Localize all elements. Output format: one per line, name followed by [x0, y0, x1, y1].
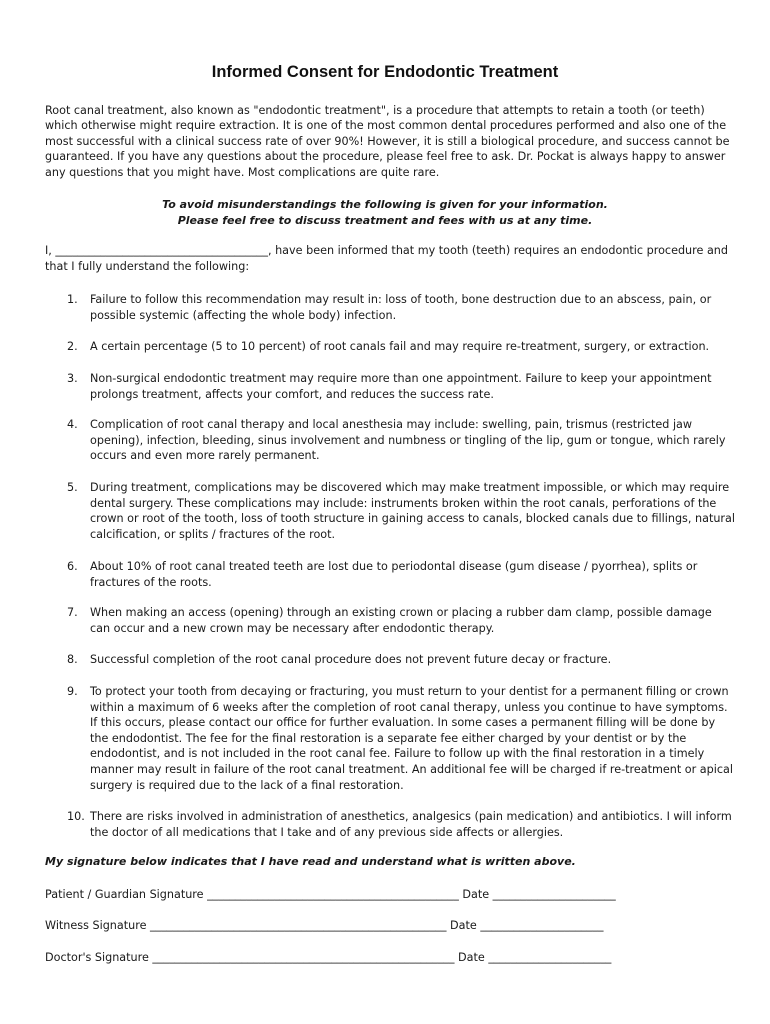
witness-signature-line[interactable]: Witness Signature _____________________________________________________ Date ______________________: [45, 919, 604, 932]
list-item-number: 9.: [67, 685, 78, 698]
list-item-text: Complication of root canal therapy and local anesthesia may include: swelling, pain, trismus (restricted jaw opening), infection, bleeding, sinus involvement and numbness or tingling of the lip, gum or tongue, which rarely occurs and even more rarely permanent.: [90, 418, 726, 463]
list-item: [45, 339, 735, 355]
patient-signature-line[interactable]: Patient / Guardian Signature _____________________________________________ Date ______________________: [45, 888, 616, 901]
list-item: [45, 480, 735, 542]
list-item-text: During treatment, complications may be discovered which may make treatment impossible, or which may require dental surgery. These complications may include: instruments broken within the root canals, perforations of the crown or root of the tooth, loss of tooth structure in gaining access to canals, blocked canals due to fillings, natural calcification, or splits / fractures of the root.: [90, 481, 735, 541]
list-item-number: 7.: [67, 606, 78, 619]
list-item-number: 10.: [67, 810, 85, 823]
list-item: [45, 652, 735, 668]
list-item: [45, 417, 735, 464]
list-item-text: When making an access (opening) through an existing crown or placing a rubber dam clamp, possible damage can occur and a new crown may be necessary after endodontic therapy.: [90, 606, 712, 635]
list-item: [45, 292, 735, 323]
list-item: [45, 605, 735, 636]
list-item-number: 6.: [67, 560, 78, 573]
doctor-signature-line[interactable]: Doctor's Signature ______________________________________________________ Date ______________________: [45, 951, 612, 964]
notice-line-2: Please feel free to discuss treatment and fees with us at any time.: [177, 214, 593, 227]
list-item-text: Non-surgical endodontic treatment may require more than one appointment. Failure to keep your appointment prolongs treatment, affects your comfort, and reduces the success rate.: [90, 372, 712, 401]
document-title: Informed Consent for Endodontic Treatment: [211, 63, 559, 81]
list-item-number: 2.: [67, 340, 78, 353]
notice-line-1: To avoid misunderstandings the following is given for your information.: [162, 198, 608, 211]
list-item: [45, 684, 735, 793]
list-item-text: To protect your tooth from decaying or fracturing, you must return to your dentist for a permanent filling or crown within a maximum of 6 weeks after the completion of root canal therapy, unless you continue to have symptoms. If this occurs, please contact our office for further evaluation. In some cases a permanent filling will be done by the endodontist. The fee for the final restoration is a separate fee either charged by your dentist or by the endodontist, and is not included in the root canal fee. Failure to follow up with the final restoration in a timely manner may result in failure of the root canal treatment. An additional fee will be charged if re-treatment or apical surgery is required due to the lack of a final restoration.: [90, 685, 733, 792]
list-item-text: About 10% of root canal treated teeth are lost due to periodontal disease (gum disease / pyorrhea), splits or fractures of the roots.: [90, 560, 698, 589]
list-item-number: 4.: [67, 418, 78, 431]
list-item-number: 8.: [67, 653, 78, 666]
list-item-text: Failure to follow this recommendation may result in: loss of tooth, bone destruction due to an abscess, pain, or possible systemic (affecting the whole body) infection.: [90, 293, 712, 322]
list-item-number: 1.: [67, 293, 78, 306]
notice-block: [0, 197, 770, 229]
list-item-text: There are risks involved in administration of anesthetics, analgesics (pain medication) and antibiotics. I will inform the doctor of all medications that I take and of any previous side affects or allergies.: [90, 810, 732, 839]
list-item-number: 3.: [67, 372, 78, 385]
list-item-text: Successful completion of the root canal procedure does not prevent future decay or fracture.: [90, 653, 612, 666]
list-item: [45, 809, 735, 840]
list-item-text: A certain percentage (5 to 10 percent) of root canals fail and may require re-treatment, surgery, or extraction.: [90, 340, 710, 353]
list-item: [45, 371, 735, 402]
intro-paragraph: Root canal treatment, also known as "endodontic treatment", is a procedure that attempts to retain a tooth (or teeth) which otherwise might require extraction. It is one of the most common dental procedures performed and also one of the most successful with a clinical success rate of over 90%! However, it is still a biological procedure, and success cannot be guaranteed. If you have any questions about the procedure, please feel free to ask. Dr. Pockat is always happy to answer any questions that you might have. Most complications are quite rare.: [45, 104, 730, 179]
signature-note: My signature below indicates that I have read and understand what is written above.: [45, 855, 576, 868]
list-item: [45, 559, 735, 590]
acknowledgment-statement: I, ______________________________________, have been informed that my tooth (teeth) requires an endodontic procedure and that I fully understand the following:: [45, 244, 728, 273]
list-item-number: 5.: [67, 481, 78, 494]
